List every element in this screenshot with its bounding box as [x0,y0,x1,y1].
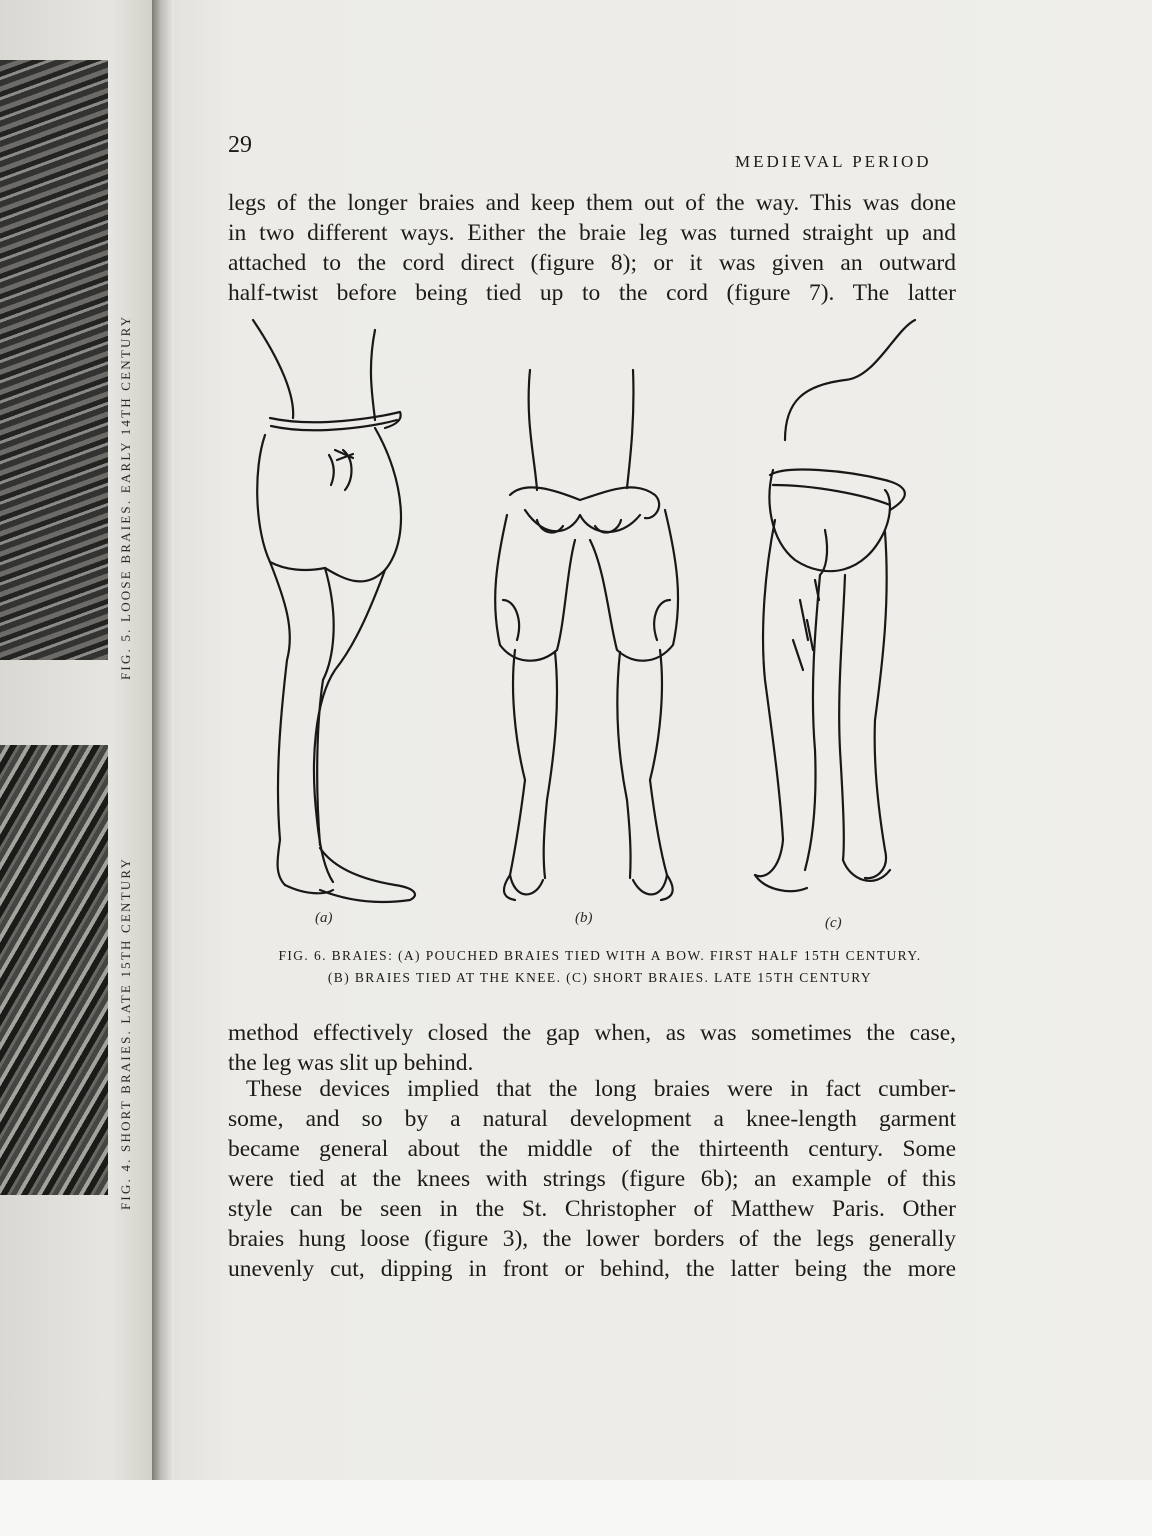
figure-caption [240,945,960,989]
text-line: legs of the longer braies and keep them out of the way. This was done [228,190,956,216]
paragraph-1 [228,188,956,308]
text-line: These devices implied that the long braies were in fact cumber- [246,1076,956,1102]
plate-photo-fig5 [0,60,108,660]
text-line: unevenly cut, dipping in front or behind, the latter being the more [228,1256,956,1282]
text-line: were tied at the knees with strings (figure 6b); an example of this [228,1166,956,1192]
book-gutter [152,0,174,1536]
text-line: the leg was slit up behind. [228,1050,474,1076]
figure-label-a: (a) [315,910,333,926]
figure-label-c: (c) [825,915,842,931]
paragraph-3 [228,1074,956,1284]
running-head: MEDIEVAL PERIOD [735,152,932,171]
leg-illustration-a [253,320,415,902]
caption-line-2: (B) BRAIES TIED AT THE KNEE. (C) SHORT BRAIES. LATE 15TH CENTURY [327,970,873,985]
text-line: became general about the middle of the thirteenth century. Some [228,1136,956,1162]
figure-label-b: (b) [575,910,593,926]
text-line: method effectively closed the gap when, as was sometimes the case, [228,1020,956,1046]
figure-6-drawing [225,300,945,960]
plate-caption-fig5: FIG. 5. LOOSE BRAIES. EARLY 14TH CENTURY [118,314,133,680]
table-surface [0,1480,1152,1536]
leg-illustration-b [495,370,678,900]
text-line: attached to the cord direct (figure 8); or it was given an outward [228,250,956,276]
text-line: style can be seen in the St. Christopher of Matthew Paris. Other [228,1196,956,1222]
text-line: in two different ways. Either the braie leg was turned straight up and [228,220,956,246]
plate-photo-fig4 [0,745,108,1195]
leg-illustration-c [755,320,915,891]
text-line: half-twist before being tied up to the cord (figure 7). The latter [228,280,956,306]
paragraph-2 [228,1018,956,1078]
page-number: 29 [228,132,252,158]
text-line: braies hung loose (figure 3), the lower borders of the legs generally [228,1226,956,1252]
text-line: some, and so by a natural development a knee-length garment [228,1106,956,1132]
plate-caption-fig4: FIG. 4. SHORT BRAIES. LATE 15TH CENTURY [118,856,133,1210]
left-page [0,0,158,1536]
caption-line-1: FIG. 6. BRAIES: (A) POUCHED BRAIES TIED WITH A BOW. FIRST HALF 15TH CENTURY. [278,948,922,963]
